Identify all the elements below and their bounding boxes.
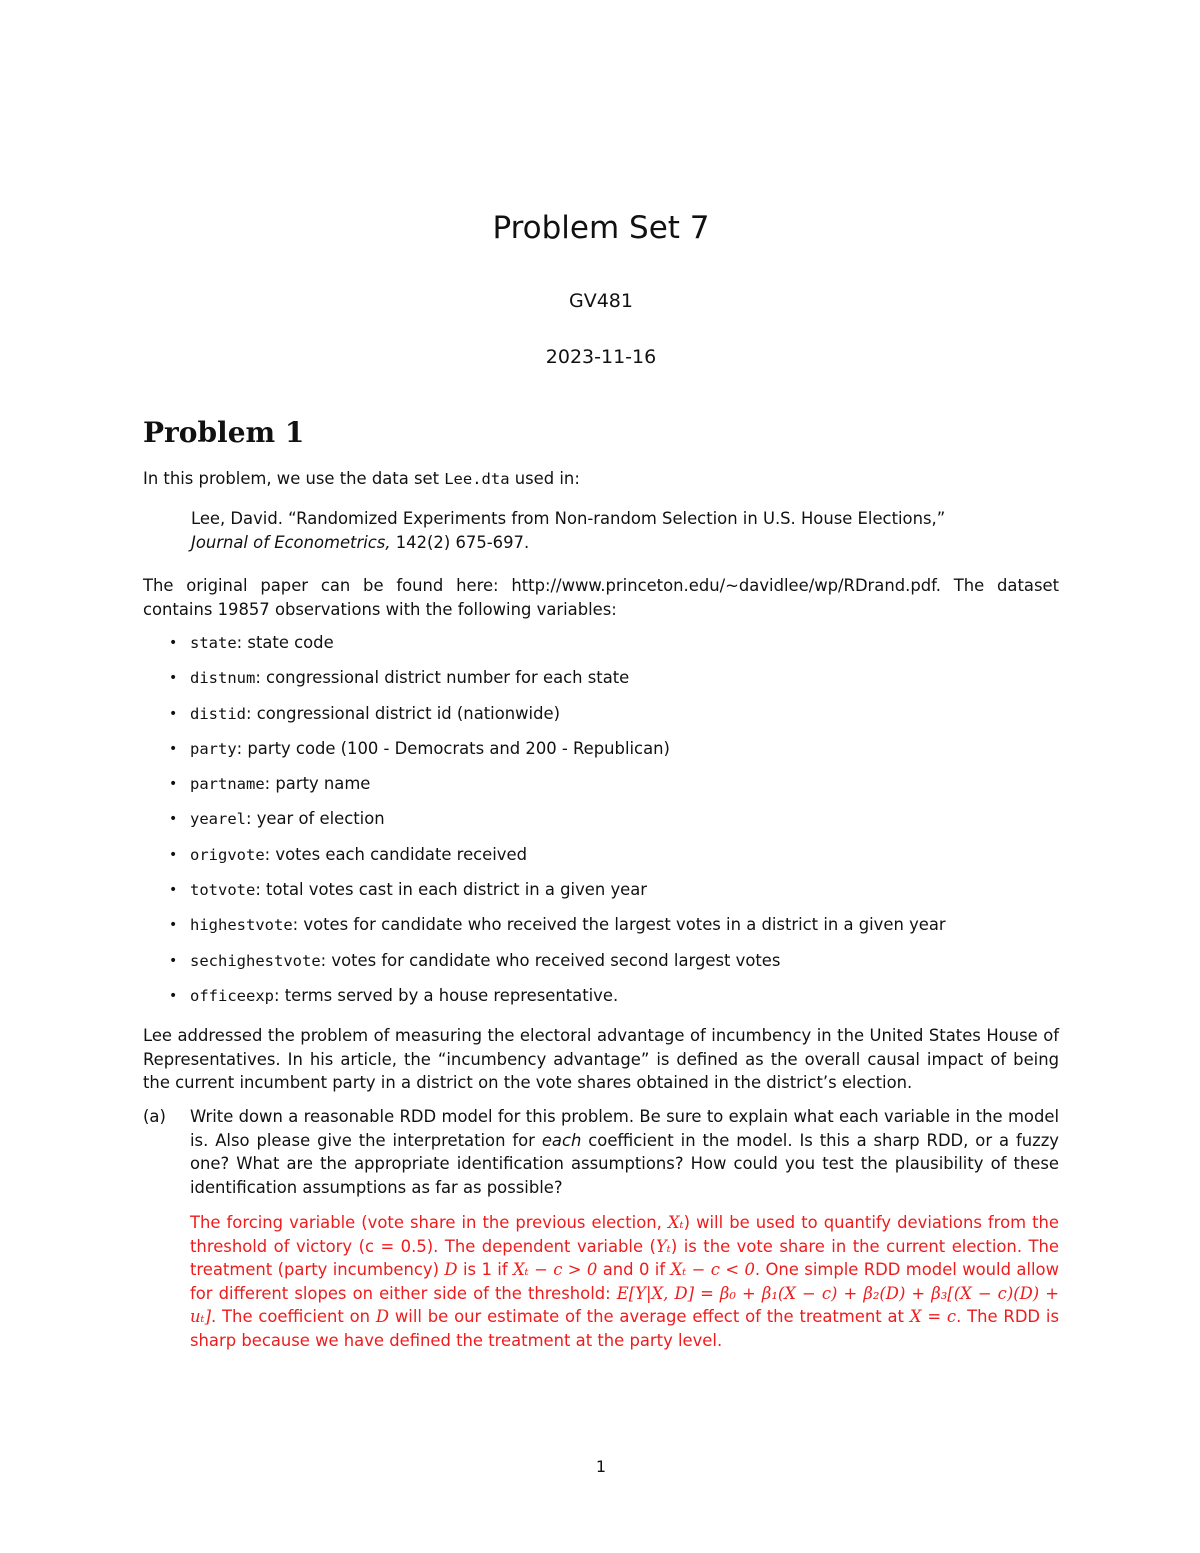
page-number: 1: [595, 1457, 607, 1476]
bullet-icon: •: [169, 776, 178, 793]
variable-name: distnum: [190, 669, 256, 688]
variable-desc: : state code: [236, 633, 334, 652]
variable-desc: : congressional district number for each state: [255, 668, 630, 688]
bullet-icon: •: [169, 846, 178, 863]
math-condition-positive: Xₜ − c > 0: [512, 1260, 598, 1280]
reference-details: 142(2) 675-697.: [390, 532, 530, 552]
bullet-icon: •: [169, 987, 178, 1004]
dataset-name: Lee.dta: [444, 470, 510, 488]
variable-desc: : party name: [264, 774, 371, 794]
original-paper-paragraph: The original paper can be found here: http://www.princeton.edu/~davidlee/wp/RDrand.pdf. The dataset contains 19857 observations with the following variables:: [143, 576, 1059, 619]
variable-desc: : congressional district id (nationwide): [246, 703, 560, 723]
part-a-answer: [190, 1211, 1059, 1353]
course-code: GV481: [569, 290, 633, 312]
math-xt: Xₜ: [667, 1213, 684, 1232]
part-a-label: (a): [143, 1107, 166, 1126]
answer-text: . One simple RDD model would allow for different slopes on either side of the threshold:: [190, 1260, 1059, 1303]
list-item: [143, 913, 1059, 948]
intro-text-before: In this problem, we use the data set: [143, 469, 445, 488]
answer-text: . The RDD is sharp because we have defined the treatment at the party level.: [190, 1307, 1059, 1350]
bullet-icon: •: [169, 917, 178, 934]
variable-desc: : votes for candidate who received second largest votes: [320, 950, 781, 970]
list-item: [143, 631, 1059, 666]
math-x-equals-c: X = c: [909, 1307, 957, 1327]
variable-desc: : votes for candidate who received the largest votes in a district in a given year: [292, 915, 946, 935]
question-text-end: coefficient in the model. Is this a sharp RDD, or a fuzzy one? What are the appropriate identification assumptions? How could you test the plausibility of these identification assumptions as far as possible?: [190, 1130, 1060, 1197]
list-item: [143, 984, 1059, 1019]
variable-desc: : party code (100 - Democrats and 200 - Republican): [236, 738, 670, 758]
variable-list: [143, 631, 1059, 1019]
bullet-icon: •: [169, 952, 178, 969]
bullet-icon: •: [169, 670, 178, 687]
bullet-icon: •: [169, 811, 178, 828]
part-a-text: [190, 1105, 1059, 1199]
variable-name: yearel: [190, 810, 246, 829]
question-text-start: Write down a reasonable RDD model for this problem. Be sure to explain what each variable in the model is. Also please give the interpretation for: [190, 1107, 1059, 1150]
variable-name: highestvote: [190, 916, 293, 935]
math-model-equation: E[Y|X, D] = β₀ + β₁(X − c) + β₂(D) + β₃[(X − c)(D) + uₜ]: [190, 1283, 1059, 1327]
intro-paragraph: [143, 467, 1059, 492]
variable-name: origvote: [190, 845, 265, 864]
answer-text: ) will be used to quantify deviations from the threshold of victory (c = 0.5). The dependent variable (: [190, 1213, 1060, 1256]
reference-main: Lee, David. “Randomized Experiments from Non-random Selection in U.S. House Elections,”: [191, 509, 946, 528]
document-date: 2023-11-16: [545, 346, 657, 368]
math-d: D: [444, 1260, 458, 1280]
math-d: D: [375, 1307, 390, 1327]
list-item: [143, 737, 1059, 772]
bullet-icon: •: [169, 635, 178, 651]
document-title: Problem Set 7: [492, 210, 710, 246]
list-item: [143, 772, 1059, 807]
answer-text: . The coefficient on: [211, 1307, 376, 1327]
math-yt: Yₜ: [655, 1236, 671, 1256]
question-emphasis: each: [541, 1130, 582, 1150]
variable-name: state: [190, 634, 237, 652]
intro-text-after: used in:: [509, 469, 580, 488]
answer-text: The forcing variable (vote share in the previous election,: [190, 1213, 668, 1232]
variable-desc: : votes each candidate received: [264, 844, 527, 864]
reference-citation: [191, 507, 1059, 554]
list-item: [143, 949, 1059, 984]
list-item: [143, 843, 1059, 878]
variable-name: totvote: [190, 881, 256, 900]
answer-text: ) is the vote share in the current election. The treatment (party incumbency): [190, 1236, 1059, 1280]
math-condition-negative: Xₜ − c < 0: [670, 1260, 755, 1280]
variable-desc: : total votes cast in each district in a given year: [255, 880, 648, 900]
bullet-icon: •: [169, 705, 178, 722]
variable-name: partname: [190, 775, 265, 794]
answer-text: and 0 if: [597, 1260, 671, 1280]
part-a-question: [143, 1105, 1059, 1199]
list-item: [143, 807, 1059, 842]
variable-name: officeexp: [190, 986, 274, 1005]
variable-name: party: [190, 739, 237, 758]
list-item: [143, 666, 1059, 701]
reference-journal: Journal of Econometrics,: [191, 532, 391, 552]
variable-desc: : year of election: [246, 809, 385, 829]
variable-desc: : terms served by a house representative.: [274, 985, 619, 1005]
list-item: [143, 702, 1059, 737]
bullet-icon: •: [169, 882, 178, 899]
variable-name: distid: [190, 704, 246, 723]
lee-paragraph: Lee addressed the problem of measuring the electoral advantage of incumbency in the United States House of Representatives. In his article, the “incumbency advantage” is defined as the overall causal impact of being the current incumbent party in a district on the vote shares obtained in the district’s election.: [143, 1026, 1059, 1093]
variable-name: sechighestvote: [190, 951, 321, 970]
bullet-icon: •: [169, 740, 178, 757]
section-heading-problem-1: Problem 1: [143, 416, 305, 449]
answer-text: is 1 if: [457, 1260, 513, 1280]
answer-text: will be our estimate of the average effect of the treatment at: [389, 1307, 910, 1327]
list-item: [143, 878, 1059, 913]
